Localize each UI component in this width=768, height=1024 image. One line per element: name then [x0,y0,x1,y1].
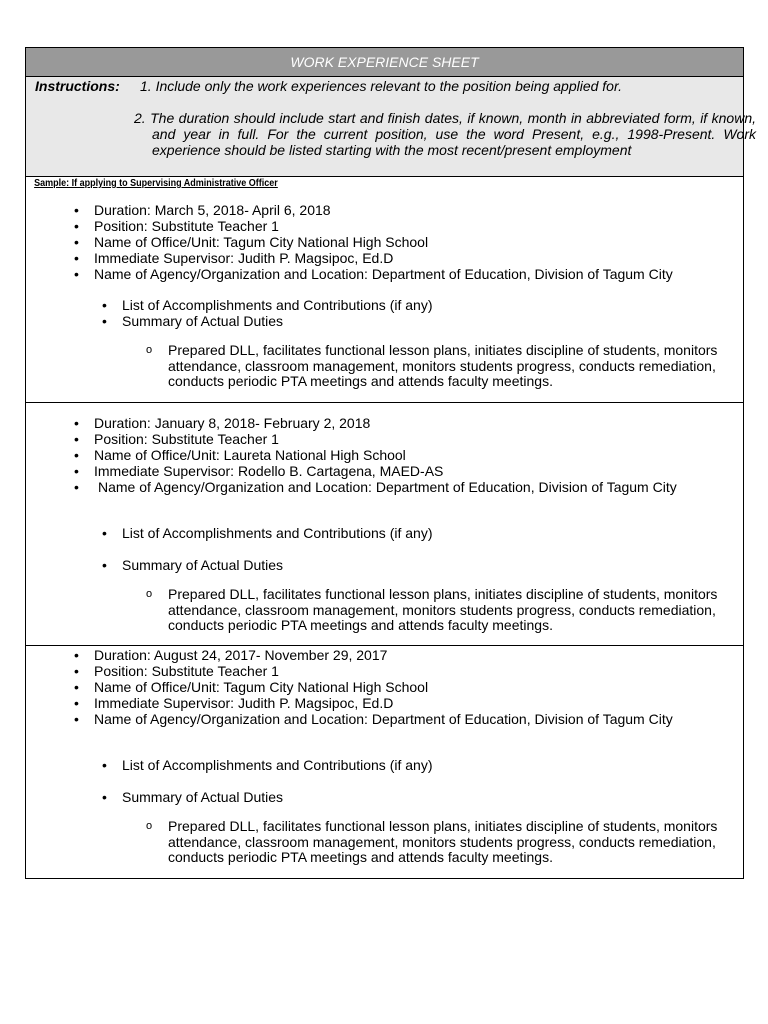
accomplishments: • List of Accomplishments and Contributions (if any) [26,525,743,541]
office: • Name of Office/Unit: Laureta National High School [26,447,743,463]
summary: • Summary of Actual Duties [26,313,743,329]
work-entry [26,646,743,878]
work-entry [26,403,743,646]
office: • Name of Office/Unit: Tagum City National High School [26,679,743,695]
summary: • Summary of Actual Duties [26,789,743,805]
sheet-title: WORK EXPERIENCE SHEET [26,48,743,77]
agency: • Name of Agency/Organization and Location: Department of Education, Division of Tagum City [26,266,743,282]
duties: o Prepared DLL, facilitates functional lesson plans, initiates discipline of students, monitors attendance, classroom management, monitors students progress, conducts remediation, conducts periodic PTA meetings and attends faculty meetings. [26,587,743,634]
office: • Name of Office/Unit: Tagum City National High School [26,234,743,250]
position: • Position: Substitute Teacher 1 [26,663,743,679]
position: • Position: Substitute Teacher 1 [26,218,743,234]
instructions-label: Instructions: [35,78,120,94]
accomplishments: • List of Accomplishments and Contributions (if any) [26,757,743,773]
instructions [26,77,756,177]
duties: o Prepared DLL, facilitates functional lesson plans, initiates discipline of students, monitors attendance, classroom management, monitors students progress, conducts remediation, conducts periodic PTA meetings and attends faculty meetings. [26,343,743,390]
work-entry [26,190,743,403]
position: • Position: Substitute Teacher 1 [26,431,743,447]
work-experience-sheet [25,47,756,879]
agency: • Name of Agency/Organization and Location: Department of Education, Division of Tagum City [26,479,743,495]
accomplishments: • List of Accomplishments and Contributions (if any) [26,297,743,313]
duration: • Duration: January 8, 2018- February 2, 2018 [26,415,743,431]
summary: • Summary of Actual Duties [26,557,743,573]
instruction-1: 1. Include only the work experiences relevant to the position being applied for. [140,78,623,94]
duties: o Prepared DLL, facilitates functional lesson plans, initiates discipline of students, monitors attendance, classroom management, monitors students progress, conducts remediation, conducts periodic PTA meetings and attends faculty meetings. [26,819,743,866]
duration: • Duration: August 24, 2017- November 29, 2017 [26,647,743,663]
instruction-2: 2. The duration should include start and finish dates, if known, month in abbreviated form, if known, and year in full. For the current position, use the word Present, e.g., 1998-Present. Work experience should be listed starting with the most recent/present employment [134,110,756,158]
supervisor: • Immediate Supervisor: Judith P. Magsipoc, Ed.D [26,695,743,711]
supervisor: • Immediate Supervisor: Rodello B. Cartagena, MAED-AS [26,463,743,479]
supervisor: • Immediate Supervisor: Judith P. Magsipoc, Ed.D [26,250,743,266]
sample-note: Sample: If applying to Supervising Administrative Officer [34,178,278,189]
duration: • Duration: March 5, 2018- April 6, 2018 [26,202,743,218]
agency: • Name of Agency/Organization and Location: Department of Education, Division of Tagum City [26,711,743,727]
